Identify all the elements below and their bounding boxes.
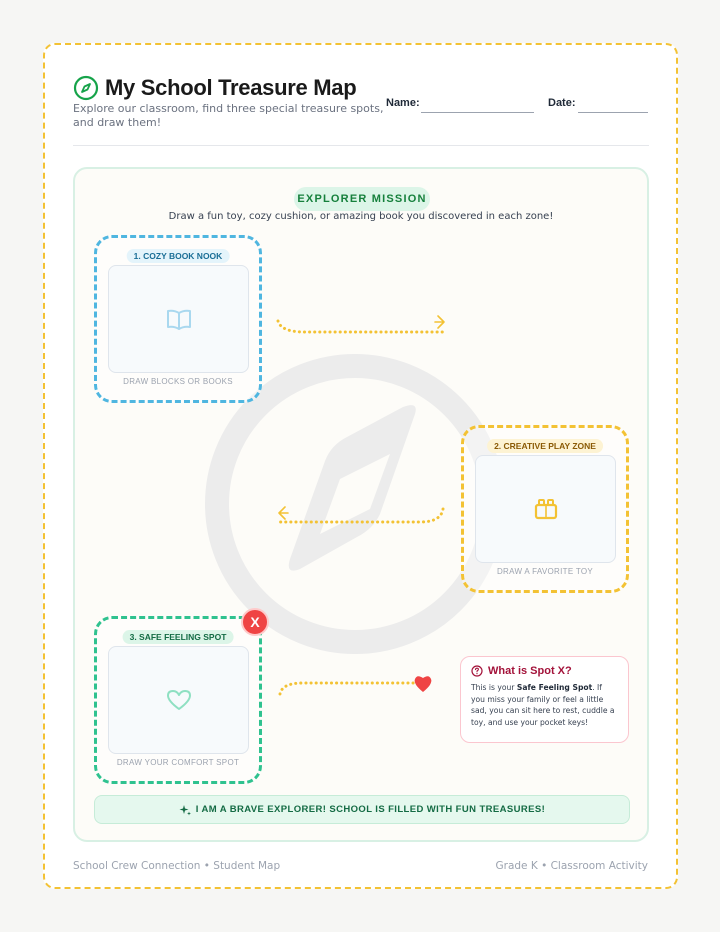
explorer-banner [94, 795, 630, 824]
compass-icon [73, 75, 99, 101]
info-card-body [471, 682, 618, 728]
banner-text: I AM A BRAVE EXPLORER! SCHOOL IS FILLED WITH FUN TREASURES! [195, 804, 546, 815]
heart-icon [165, 686, 193, 714]
book-icon [165, 305, 193, 333]
header-divider [73, 145, 649, 146]
draw-hint: DRAW BLOCKS OR BOOKS [123, 377, 233, 386]
drawing-area[interactable] [475, 455, 616, 563]
draw-hint: DRAW YOUR COMFORT SPOT [116, 758, 240, 767]
toy-block-icon [532, 495, 560, 523]
drawing-area[interactable] [108, 265, 249, 373]
mission-instructions: Draw a fun toy, cozy cushion, or amazing book you discovered in each zone! [168, 211, 554, 222]
info-card-title-text: What is Spot X? [488, 665, 572, 677]
zone-cozy-book-nook [94, 235, 262, 403]
name-label: Name: [386, 97, 420, 109]
date-label: Date: [548, 97, 576, 109]
map-panel [73, 167, 649, 842]
help-circle-icon [471, 665, 483, 677]
arrow-right-icon [435, 316, 444, 328]
sparkle-icon [179, 804, 191, 816]
zone-label: 1. COZY BOOK NOOK [127, 249, 230, 263]
name-field[interactable] [421, 112, 534, 113]
info-body-rest: . If you miss your family or feel a little sad, you can sit here to rest, cuddle a toy, and use your pocket keys! [471, 683, 615, 727]
draw-hint: DRAW A FAVORITE TOY [496, 567, 594, 576]
zone-safe-feeling-spot [94, 616, 262, 784]
spot-x-badge: X [241, 608, 269, 636]
page-title: My School Treasure Map [105, 75, 357, 100]
title-row [73, 75, 356, 101]
info-body-intro: This is your [471, 683, 517, 692]
zone-creative-play [461, 425, 629, 593]
spot-x-info-card [460, 656, 629, 743]
heart-marker-icon [415, 676, 432, 692]
zone-label: 2. CREATIVE PLAY ZONE [487, 439, 603, 453]
info-body-bold: Safe Feeling Spot [516, 683, 593, 692]
arrow-left-icon [279, 507, 288, 519]
date-field[interactable] [578, 112, 648, 113]
footer-right: Grade K • Classroom Activity [495, 860, 648, 872]
worksheet-page [43, 43, 678, 889]
footer-left: School Crew Connection • Student Map [73, 860, 281, 872]
header [73, 73, 653, 145]
drawing-area[interactable] [108, 646, 249, 754]
page-subtitle: Explore our classroom, find three special treasure spots, and draw them! [73, 102, 384, 129]
info-card-title [471, 665, 618, 677]
zone-label: 3. SAFE FEELING SPOT [123, 630, 234, 644]
explorer-mission-badge: EXPLORER MISSION [294, 187, 430, 211]
